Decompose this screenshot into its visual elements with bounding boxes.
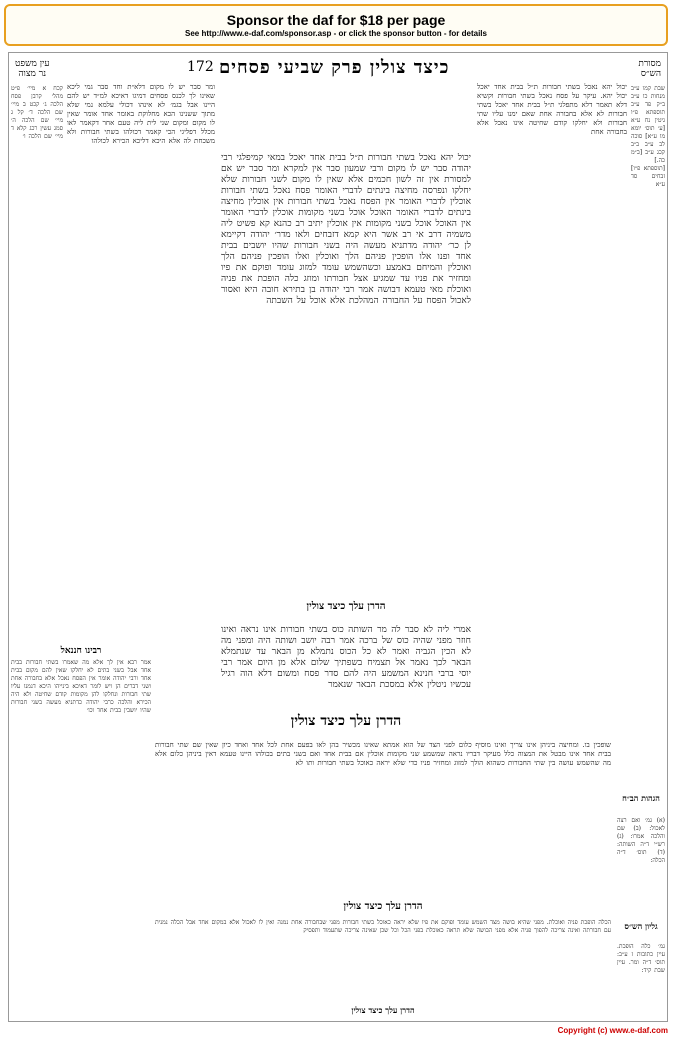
sponsor-banner[interactable]: [4, 4, 668, 46]
sponsor-title[interactable]: Sponsor the daf for $18 per page: [226, 12, 446, 28]
chapter-title: כיצד צולין פרק שביעי פסחים: [219, 57, 450, 78]
hagahot-habach-heading: הגהות הב״ח: [622, 793, 660, 803]
tosafot-column: ומר סבר יש לו מקום דלא״ת וחד סבר גמי ליכא שאינו לך לכנס פסחים דמיגו דאיכא למ״ד יש להם היינו אבל בגמ׳ לא אינהו דכולי עלמא נמי שלא מתוך ששנינו הכא מחלוקת באומר אחד אומר שאין לו מקום ומקום שני לית ליה טעם אחר דקאמר לאו מכלל דפליגי הכי קאמר דכולהו בשתי חבורות ולא משכחת לה אלא היכא דליכא הכירא לכולהו: [67, 83, 215, 145]
gemara-text: יכול יהא נאכל בשתי חבורות ת״ל בבית אחד יאכל במאי קמיפלגי רבי יהודה סבר יש לו מקום ורבי שמעון סבר אין למקרא ומר סבר יש אם למסורת אין זה לשון חכמים אלא שאין לו מקום לשני חבורות שלא יחלקו ונפרסה מחיצה בינתים לדברי האומר פסח נאכל בשתי חבורות אוכלין לדברי האומר אין הפסח נאכל בשתי חבורות אין אוכלין מחיצה בינתים לדברי האומר האוכל אוכל בשני מקומות אוכלין לדברי האומר אין האוכל אוכל בשני מקומות אין אוכלין יתיב רב כהנא קא פשיט ליה משמיה דרב אי רב אשר היא קמא דזבחים ולאו מדר׳ יהודה דקיימא לן כר׳ יהודה מדתניא מעשה היה בשני חבורות שהיו יושבים בבית אחד ופנו אלו הופכין פניהם הלך ואוכלין ואלו הופכין פניהם הלך ואוכלין והמיחם באמצע וכשהשמש עומד למזוג עומד ופוקם את פיו ומחזיר את פניו עד שמגיע אצל חבורתו ומוזג כלה הופכת את פניה ואוכלת מאי טעמא דבושה אמר רבי יהודה בן בתירא חובה היא ואסור לאכול הפסח על החבורה המהלכת אלא אוכל על השבתה: [221, 153, 471, 306]
sponsor-details-link[interactable]: See http://www.e-daf.com/sponsor.asp - or click the sponsor button - for details: [185, 29, 487, 38]
ein-mishpat-column: קכח א מיי׳ פ״ט מהל׳ קרבן פסח הלכה ג׳ קכט ב מיי׳ שם הלכה ד׳ קל ג מיי׳ שם הלכה ה׳ סמג עשין רכג קלא ד מיי׳ שם הלכה ו׳: [11, 85, 63, 140]
siyum-rashi: הדרן עלך כיצד צולין: [343, 901, 423, 912]
copyright-link[interactable]: Copyright (c) www.e-daf.com: [557, 1026, 668, 1035]
siyum-main: הדרן עלך כיצד צולין: [290, 713, 402, 729]
gilyon-hashas-text: גמ׳ כלה הופכת. עיין כתובות ז ע״ב: תוס׳ ד״ה ומר. עיין שבת קיד:: [617, 943, 665, 974]
masoret-column: שבת קמו ע״ב מנחות כו ע״ב ב״ק פד ע״ב תוספתא פ״ו גיטין נח ע״א [ע׳ תוס׳ יומא מו ע״א] סוכה לב ע״ב ב״ב קכג ע״ב [ב״מ כה.] [תוספתא פ״ו] זבחים סד ע״א: [631, 85, 665, 188]
siyum-gemara: הדרן עלך כיצד צולין: [306, 601, 386, 612]
gemara-continuation: אמרי ליה לא סבר לה מר השותה כוס בשתי חבורות אינו נראה ואינו חוזר מפני שהיה כוס של ברכה אמר רבה יושב ושותה היה ומפני מה לא הכין הגביה ואמר לא כל הכוס נתמלא מן הבאר עד שנתמלא הבאר לכך נאמר אל תצמיח בשפתיך שלום אלא מן היום אמר רבי יוסי ברבי חנינא המשמע היה להם סדר פסח ומשום דלא הוה רגיל עכשיו ניטלין אלא במסכת הבאר שנאמר: [221, 625, 471, 690]
hagahot-habach-text: (א) גמ׳ ואם רצה לאכול: (ב) שם והלכה אמרו: (ג) רש״י ד״ה השותה: (ד) תוס׳ ד״ה הכלה:: [617, 817, 665, 864]
tosafot-bottom: הכלה הופכת פניה ואוכלת. מפני שהיא בושה מצד השמש עומד ופוקם את פיו שלא יראה כאוכל בשתי חבורות מפני שבחבורה אחת נמנה ואין לו לאכול אלא במקום אחד אבל הכלה נמנית עם חבורתה ואינה צריכה להפוך פניה אלא מפני הבושה שלא תראה כאוכלת בפני הכל וכל שכן שאינה צריכה שתעמוד ותפסיק: [155, 919, 611, 934]
gilyon-hashas-heading: גליון הש״ס: [624, 921, 658, 931]
rashi-bottom: שופכין בו. ומחיצה ביניהן אינו צריך ואינו מוסיף כלום לפני הצד של הוא אמתא שאינו מכשיר בהן לאו בפעם אחת לכל אחד ואחד כיון שאין שם שתי חבורות בבית אחד אינו מבטל את המצוה כלל מעיקר דבריו נראה שמשמע שני מקומות אוכלין אם בבית אחד ואם בשני בתים בכולהו היינו טעמא דאין ביניהן כלום אלא מה שהשמש עושה בין שתי החבורות כשהוא הולך למזוג ומחזיר פניו כדי שלא יראה כאוכל בשתי חבורות ותו לא: [155, 741, 611, 767]
rabbeinu-chananel-text: אמר רבא אין לך אלא מה שאמרו בשתי חבורות בבית אחד אבל בשני בתים לא יחלקו שאין להם מקום בבית אחד ורבי יהודה אומר אין הפסח נאכל אלא בחבורה אחת ושני דברים הן ויש לומר דאיכא בינייהו היכא דנמנו עליו שתי חבורות ונחלקו להן מקומות קודם שחיטה ולא היה הכירא והלכה כרבי יהודה כדתניא מעשה בשני חבורות שהיו יושבין בבית אחד וכו׳: [11, 659, 151, 714]
page-header: [9, 57, 667, 81]
talmud-page: [8, 52, 668, 1022]
page-number: 172: [187, 59, 214, 75]
rabbeinu-chananel-heading: רבינו חננאל: [60, 646, 102, 656]
rashi-column: יכול יהא נאכל בשתי חבורות ת״ל בבית אחד יאכל יכול יהא. עיקר על פסח נאכל בשתי חבורות וקשיא דלא תאמר דלא מתפלגי ת״ל בבית אחד יאכל בשתי חבורות לא אלא בחבורה אחת שאם ימנו עליו שתי חבורות ולא יחלקו קודם שחיטה אינו נאכל אלא בחבורה אחת: [477, 83, 627, 136]
masoret-heading: מסורת הש״ס: [638, 59, 661, 79]
siyum-tosafot: הדרן עלך כיצד צולין: [351, 1005, 415, 1015]
ein-mishpat-heading: עין משפט נר מצוה: [15, 59, 50, 79]
